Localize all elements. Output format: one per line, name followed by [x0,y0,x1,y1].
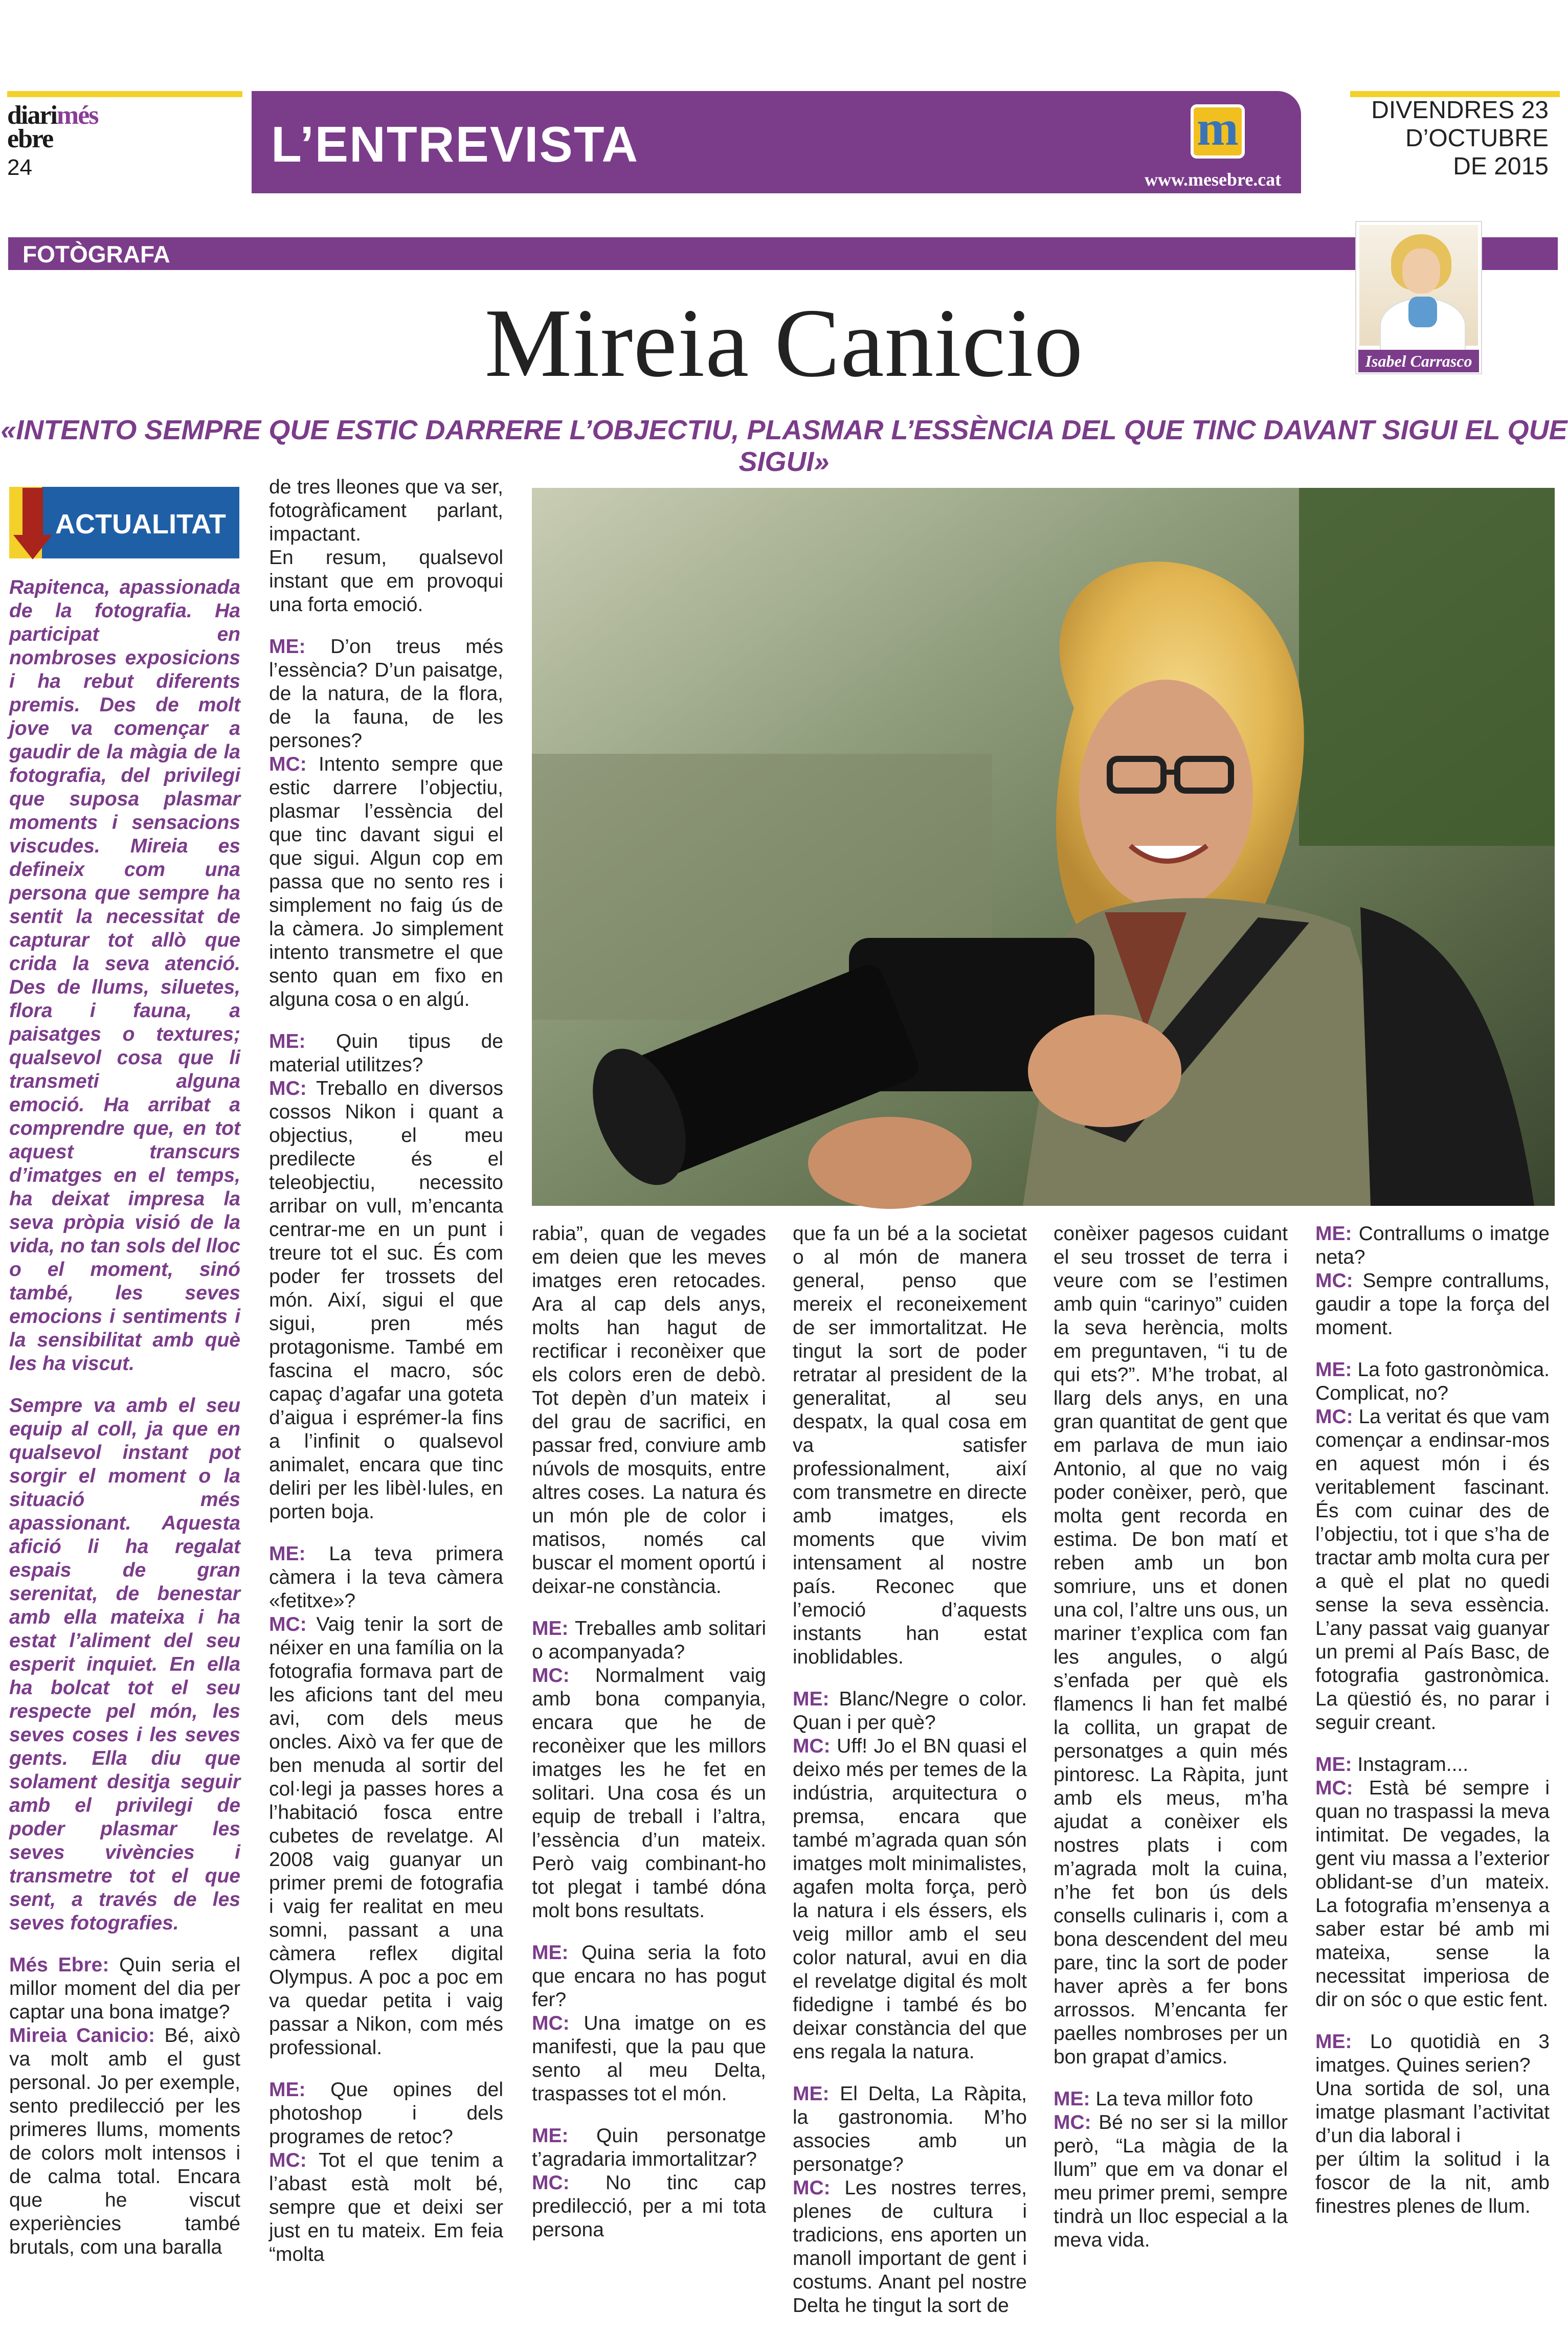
logo-text-mes: més [56,101,98,130]
column-1 [9,576,240,2278]
answer-continued: de tres lleones que va ser, fotogràficament parlant, impactant. En resum, qualsevol instant que em provoqui una forta emoció. [269,476,503,616]
page-number: 24 [7,155,32,180]
portrait-photo [532,488,1555,1206]
qa-block: ME: Contrallums o imatge neta? MC: Sempre contrallums, gaudir a tope la força del moment. [1315,1223,1550,1339]
down-arrow-icon [23,488,43,539]
answer-continued: conèixer pagesos cuidant el seu trosset de terra i veure com se l’estimen amb quin “carinyo” cuiden la seva herència, molts em preguntaven, “i tu de qui ets?”. M’he trobat, al llarg dels anys, en una gran quantitat de gent que em parlava de mun iaio Antonio, al que no vaig poder conèixer, però, que molta gent recorda en estima. De bon matí et reben amb un bon somriure, uns et donen una col, l’altre uns ous, un mariner t’explica com fan les angules, o algú s’enfada per què els flamencs li han fet malbé la collita, un grapat de personatges a quin més pintoresc. La Ràpita, junt amb els meus, m’ha ajudat a conèixer els nostres plats i com m’agrada molt la cuina, n’he fet bon ús dels consells culinaris i, com a bona descendent del meu pare, tinc la sort de poder haver après a fer bons arrossos. M’encanta fer paelles nombroses per un bon grapat d’amics. [1054,1223,1288,2068]
qa-block: ME: Treballes amb solitari o acompanyada? MC: Normalment vaig amb bona companyia, encara que he de reconèixer que les millors imatges les he fet en solitari. Una cosa és un equip de treball i l’altra, l’essència d’un mateix. Però vaig combinant-ho tot plegat i també dóna molt bons resultats. [532,1618,766,1922]
column-3 [532,1222,766,2260]
qa-block: ME: Que opines del photoshop i dels programes de retoc? MC: Tot el que tenim a l’abast està molt bé, sempre que et deixi ser just en tu mateix. Em feia “molta [269,2079,503,2265]
column-4 [793,1222,1027,2336]
column-6 [1315,1222,1550,2237]
actualitat-badge [9,487,239,558]
section-title: L’ENTREVISTA [271,116,639,172]
qa-block: ME: Instagram.... MC: Està bé sempre i quan no traspassi la meva intimitat. De vegades, la gent viu massa a l’exterior oblidant-se d’un mateix. La fotografia m’ensenya a saber estar bé amb mi mateixa, sense la necessitat imperiosa de dir on sóc o que estic fent. [1315,1754,1550,2011]
qa-block: ME: La teva millor foto MC: Bé no ser si la millor però, “La màgia de la llum” que em va donar el meu primer premi, sempre tindrà un lloc especial a la meva vida. [1054,2088,1288,2251]
qa-block: ME: La teva primera càmera i la teva càmera «fetitxe»? MC: Vaig tenir la sort de néixer en una família on la fotografia formava part de les aficions tant del meu avi, com dels meus oncles. Això va fer que de ben menuda al sortir del col·legi ja passes hores a l’habitació fosca entre cubetes de revelatge. Al 2008 vaig guanyar un primer premi de fotografia i vaig fer realitat en meu somni, passant a una càmera reflex digital Olympus. A poc a poc em va quedar petita i vaig passar a Nikon, com més professional. [269,1543,503,2059]
qa-block: ME: Blanc/Negre o color. Quan i per què? MC: Uff! Jo el BN quasi el deixo més per temes de la indústria, arquitectura o premsa, encara que també m’agrada quan són imatges molt minimalistes, agafen molta força, però la natura i els éssers, els veig millor amb el seu color natural, avui en dia el revelatge digital és molt fidedigne i també és bo deixar constància del que ens regala la natura. [793,1688,1027,2063]
column-2 [269,476,503,2285]
qa-block: ME: Quina seria la foto que encara no has pogut fer? MC: Una imatge on es manifesti, que la pau que sento al meu Delta, traspasses tot el món. [532,1942,766,2105]
newspaper-logo[interactable] [7,102,109,179]
qa-block: ME: Quin tipus de material utilitzes? MC: Treballo en diversos cossos Nikon i quant a objectius, el meu predilecte és el teleobjectiu, necessito arribar on vull, m’encanta centrar-me en un punt i treure tot el suc. És com poder fer trossets del món. Així, sigui el que sigui, pren més protagonisme. També em fascina el macro, sóc capaç d’agafar una goteta d’aigua i esprémer-la fins a l’infinit o qualsevol animalet, encara que tinc deliri per les libèl·lules, en porten boja. [269,1030,503,1523]
logo-text-diari: diari [7,101,57,130]
site-url[interactable]: www.mesebre.cat [1145,169,1282,190]
qa-block: ME: D’on treus més l’essència? D’un paisatge, de la natura, de la flora, de la fauna, de les persones? MC: Intento sempre que estic darrere l’objectiu, plasmar l’essència del que tinc davant sigui el que sigui. Algun cop em passa que no sento res i simplement no faig ús de la càmera. Jo simplement intento transmetre el que sento quan em fixo en alguna cosa o en algú. [269,636,503,1010]
pull-quote: «INTENTO SEMPRE QUE ESTIC DARRERE L’OBJECTIU, PLASMAR L’ESSÈNCIA DEL QUE TINC DAVANT SIGUI EL QUE SIGUI» [1,415,1567,477]
qa-block: ME: Quin personatge t’agradaria immortalitzar? MC: No tinc cap predilecció, per a mi tota persona [532,2125,766,2241]
category-label: FOTÒGRAFA [23,241,170,267]
answer-continued: que fa un bé a la societat o al món de manera general, penso que mereix el reconeixement de ser immortalitzat. He tingut la sort de poder retratar al president de la generalitat, al seu despatx, la qual cosa em va satisfer professionalment, així com transmetre en directe amb imatges, els moments que vivim intensament al nostre país. Reconec que l’emoció d’aquests instants han estat inoblidables. [793,1223,1027,1668]
qa-block: ME: La foto gastronòmica. Complicat, no? MC: La veritat és que vam començar a endinsar-mos en aquest món i és veritablement fascinant. És com cuinar des de l’objectiu, tot i que s’ha de tractar amb molta cura per a què el plat no quedi sense la seva essència. L’any passat vaig guanyar un premi al País Basc, de fotografia gastronòmica. La qüestió és, no parar i seguir creant. [1315,1359,1550,1734]
qa-block: ME: Lo quotidià en 3 imatges. Quines serien? Una sortida de sol, una imatge plasmant l’activitat d’un dia laboral i per últim la solitud i la foscor de la nit, amb finestres plenes de llum. [1315,2031,1550,2217]
logo-text-ebre: ebre [7,124,53,153]
masthead-yellow-rule-left [7,91,242,97]
qa-block: ME: El Delta, La Ràpita, la gastronomia. M’ho associes amb un personatge? MC: Les nostres terres, plenes de cultura i tradicions, ens aporten un manoll important de gent i costums. Anant pel nostre Delta he tingut la sort de [793,2083,1027,2317]
column-5 [1054,1222,1288,2271]
author-name: Isabel Carrasco [1358,350,1479,372]
brand-m-icon[interactable]: m [1191,104,1245,159]
badge-label: ACTUALITAT [55,509,226,540]
question: Més Ebre: Quin seria el millor moment del dia per captar una bona imatge? Mireia Canicio: Bé, això va molt amb el gust personal. Jo per exemple, sento predilecció per les primeres llums, moments de colors molt intensos i de calma total. Encara que he viscut experiències també brutals, com una baralla [9,1954,240,2258]
answer-continued: rabia”, quan de vegades em deien que les meves imatges eren retocades. Ara al cap dels anys, molts han hagut de rectificar i reconèixer que els colors eren de debò. Tot depèn d’un mateix i del grau de sacrifici, en passar fred, conviure amb núvols de mosquits, entre altres coses. La natura és un món ple de color i matisos, només cal buscar el moment oportú i deixar-ne constància. [532,1223,766,1598]
intro-paragraph: Sempre va amb el seu equip al coll, ja que en qualsevol instant pot sorgir el moment o la situació més apassionant. Aquesta afició li ha regalat espais de gran serenitat, de benestar amb ella mateixa i ha estat l’aliment del seu esperit inquiet. En ella ha bolcat tot el seu respecte pel món, les seves coses i les seves gents. Ella diu que solament desitja seguir amb el privilegi de poder plasmar les seves vivències i transmetre tot el que sent, a través de les seves fotografies. [9,1395,240,1934]
category-bar [8,237,1558,270]
headline: Mireia Canicio [484,288,1084,397]
issue-date: DIVENDRES 23 D’OCTUBRE DE 2015 [1371,97,1549,181]
portrait-illustration [532,488,1555,1206]
intro-paragraph: Rapitenca, apassionada de la fotografia. Ha participat en nombroses exposicions i ha rebut diferents premis. Des de molt jove va començar a gaudir de la màgia de la fotografia, del privilegi que suposa plasmar moments i sensacions viscudes. Mireia es defineix com una persona que sempre ha sentit la necessitat de capturar tot allò que crida la seva atenció. Des de llums, siluetes, flora i fauna, a paisatges o textures; qualsevol cosa que li transmeti alguna emoció. Ha arribat a comprendre que, en tot aquest transcurs d’imatges en el temps, ha deixat impresa la seva pròpia visió de la vida, no tan sols del lloc o el moment, sinó també, les seves emocions i sentiments i la sensibilitat amb què les ha viscut. [9,576,240,1375]
